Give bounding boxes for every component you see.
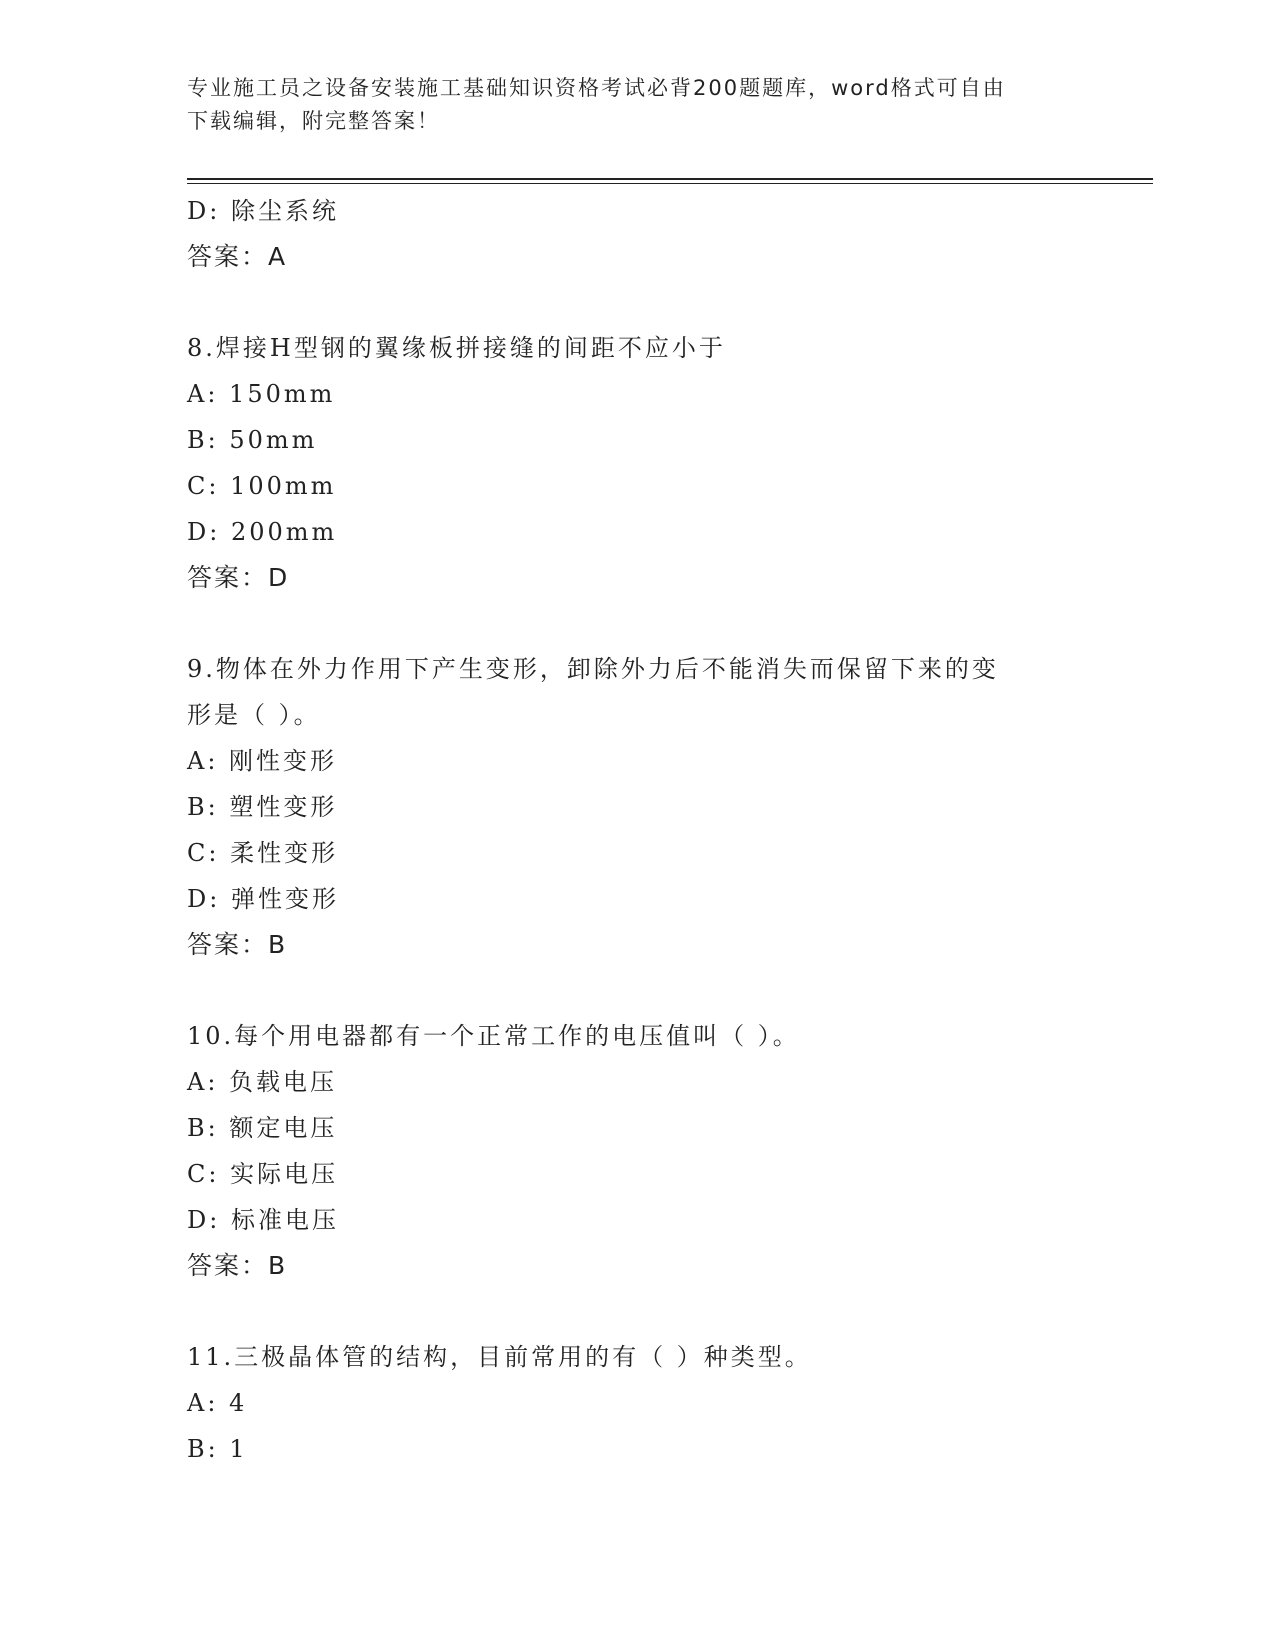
- option-c: C: 实际电压: [187, 1160, 339, 1188]
- option-c: C: 100mm: [187, 472, 337, 500]
- document-header: [187, 72, 1087, 138]
- question-10: [187, 1013, 1087, 1289]
- question-list: [187, 188, 1087, 1472]
- option-b: B: 50mm: [187, 426, 318, 454]
- option-a: A: 刚性变形: [187, 747, 338, 775]
- question-text: 11.三极晶体管的结构，目前常用的有（ ）种类型。: [187, 1343, 812, 1371]
- answer-line: 答案：B: [187, 930, 288, 959]
- option-b: B: 额定电压: [187, 1114, 338, 1142]
- question-text-line-1: 9.物体在外力作用下产生变形，卸除外力后不能消失而保留下来的变: [187, 655, 999, 683]
- option-b: B: 塑性变形: [187, 793, 338, 821]
- option-c: C: 柔性变形: [187, 839, 339, 867]
- question-8: [187, 325, 1087, 601]
- question-11: [187, 1334, 1087, 1472]
- previous-question-tail: [187, 188, 1087, 280]
- header-line-1: 专业施工员之设备安装施工基础知识资格考试必背200题题库，word格式可自由: [187, 76, 1006, 100]
- question-text: 10.每个用电器都有一个正常工作的电压值叫（ ）。: [187, 1022, 800, 1050]
- option-d: D: 标准电压: [187, 1206, 339, 1234]
- option-d: D: 200mm: [187, 518, 338, 546]
- answer-line: 答案：D: [187, 563, 290, 592]
- option-a: A: 4: [187, 1389, 248, 1417]
- answer-line: 答案：B: [187, 1251, 288, 1280]
- option-a: A: 150mm: [187, 380, 336, 408]
- option-d: D: 弹性变形: [187, 885, 339, 913]
- option-d: D: 除尘系统: [187, 197, 339, 225]
- header-divider-thick: [187, 178, 1153, 180]
- header-line-2: 下载编辑，附完整答案！: [187, 109, 440, 133]
- option-a: A: 负载电压: [187, 1068, 338, 1096]
- option-b: B: 1: [187, 1435, 248, 1463]
- question-text: 8.焊接H型钢的翼缘板拼接缝的间距不应小于: [187, 334, 726, 362]
- answer-line: 答案：A: [187, 242, 288, 271]
- question-9: [187, 646, 1087, 968]
- header-divider-thin: [187, 183, 1153, 184]
- question-text-line-2: 形是（ ）。: [187, 701, 321, 729]
